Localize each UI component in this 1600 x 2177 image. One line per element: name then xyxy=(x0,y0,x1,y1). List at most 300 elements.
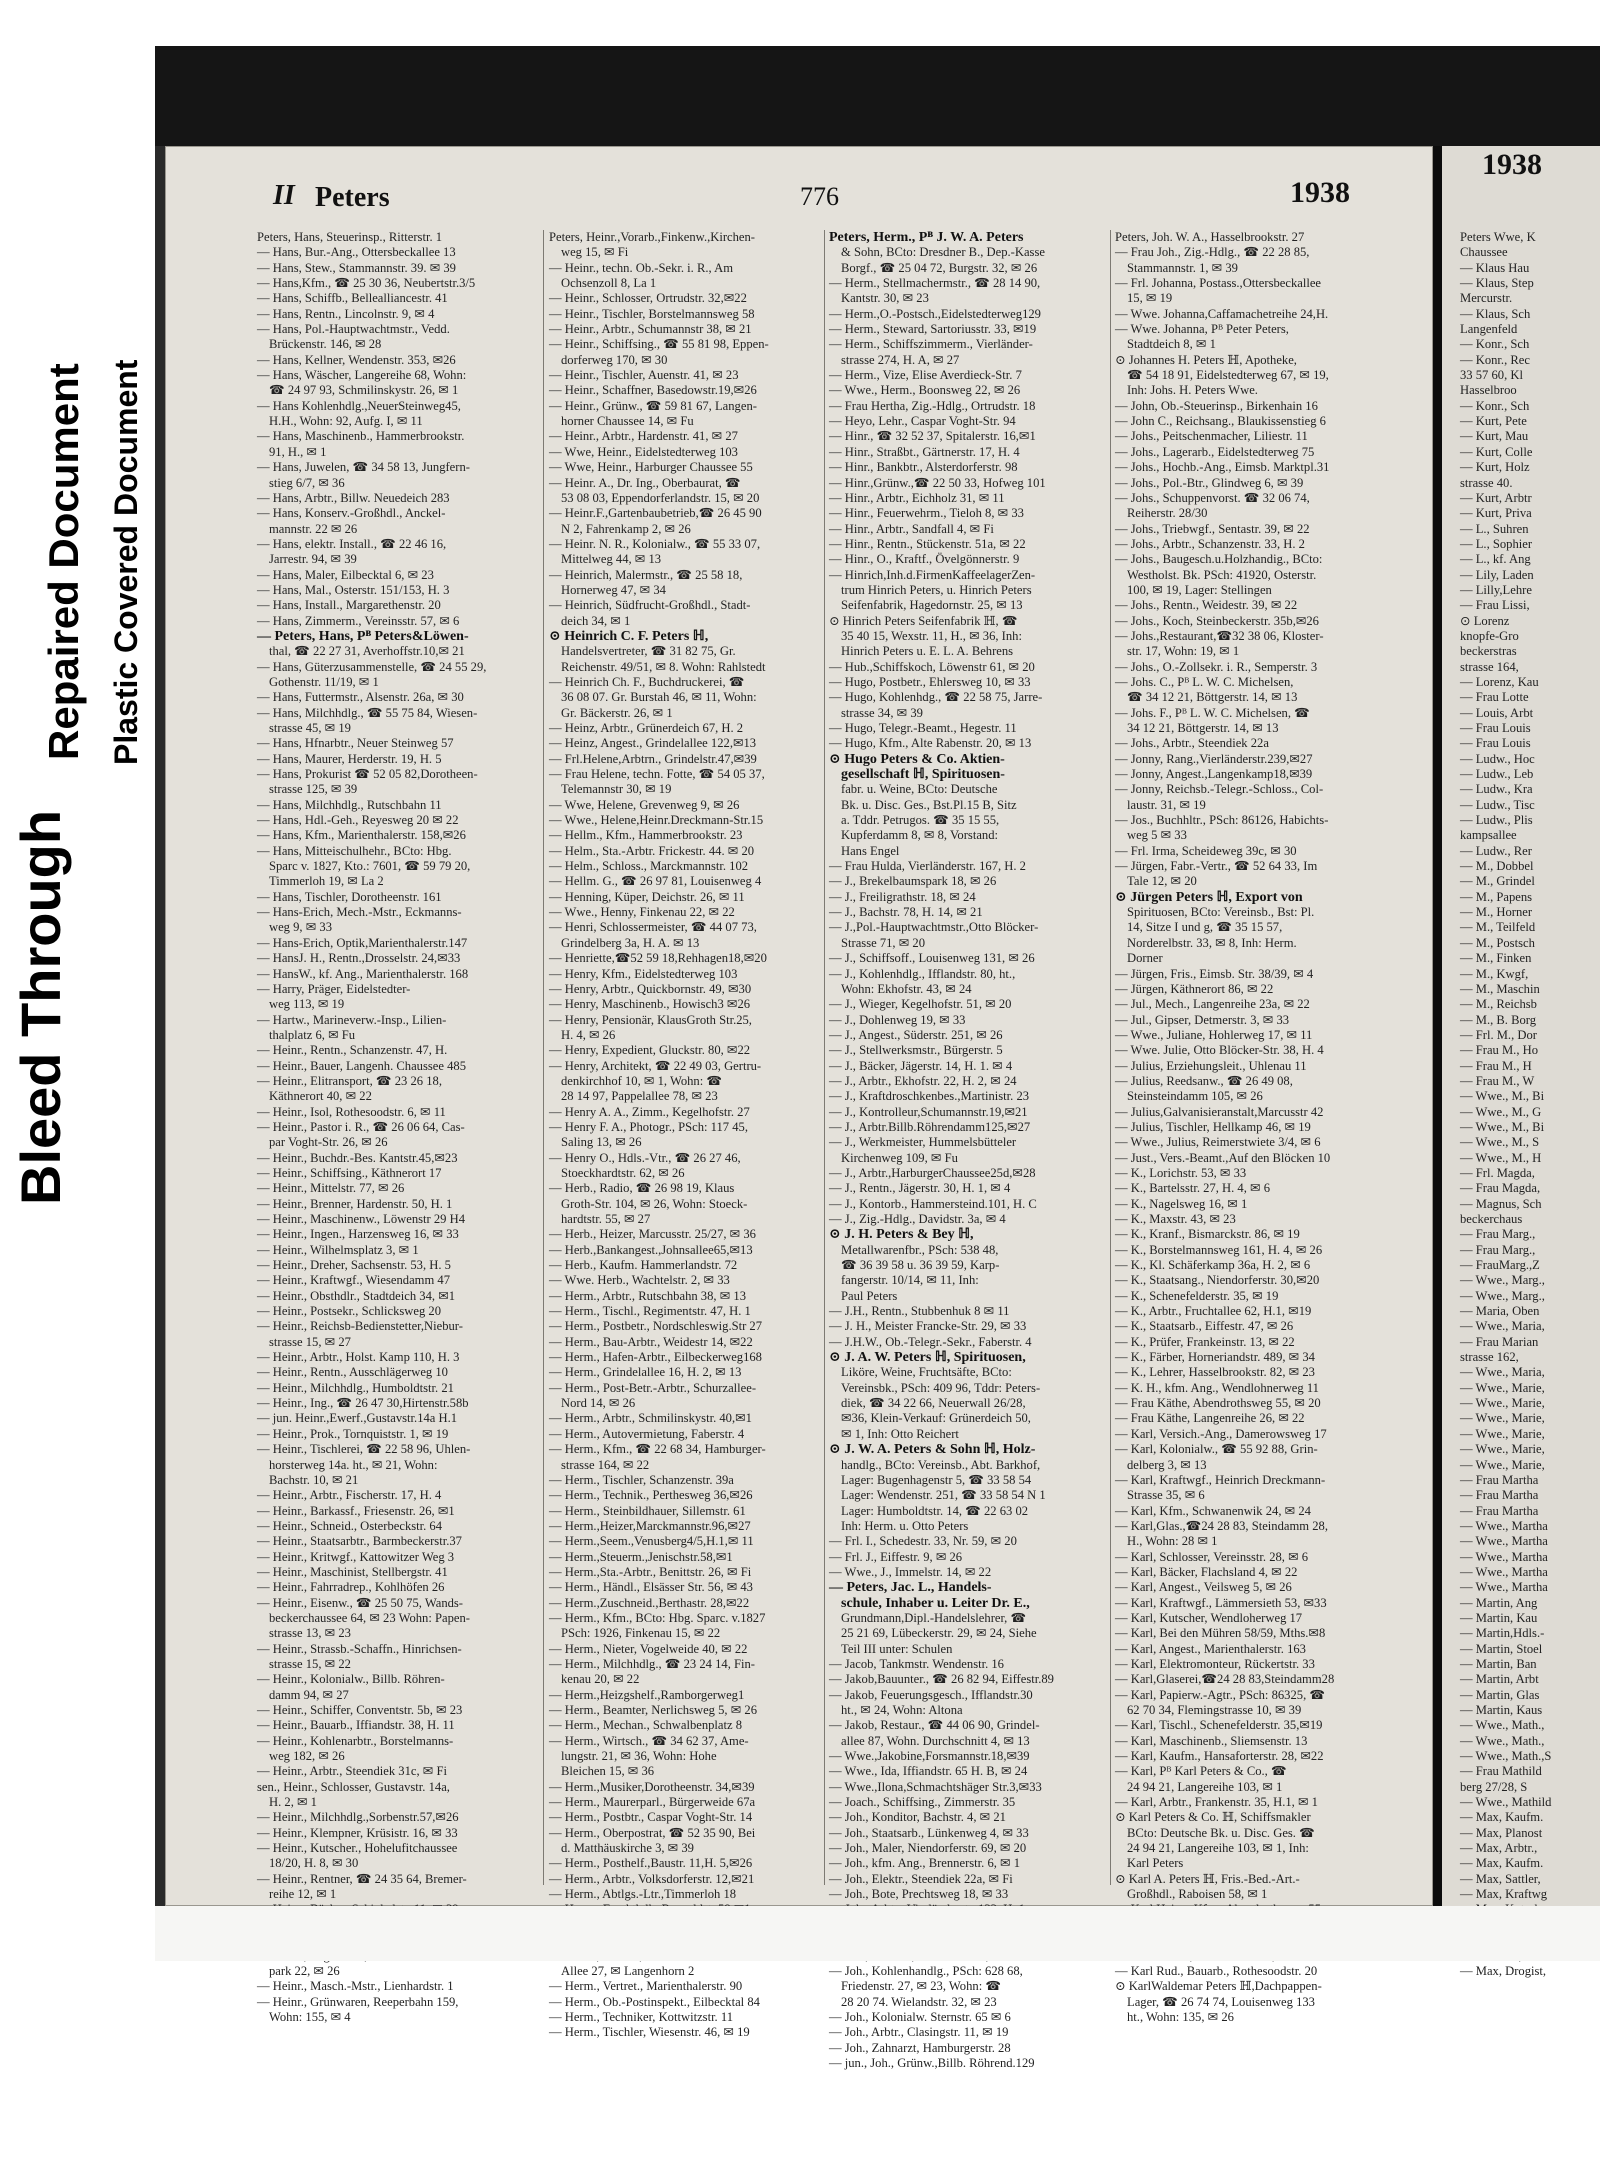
facing-page-line: — L., Sophier xyxy=(1460,536,1533,551)
directory-entry: H.H., Wohn: 92, Aufg. I, ✉ 11 xyxy=(269,414,423,429)
directory-entry: — Hans, Rentn., Lincolnstr. 9, ✉ 4 xyxy=(257,306,435,321)
directory-entry: — K., Arbtr., Fruchtallee 62, H.1, ✉19 xyxy=(1115,1304,1312,1319)
directory-entry: — Heinr., Milchhdlg.,Sorbenstr.57,✉26 xyxy=(257,1810,459,1825)
directory-entry: — Johs., Baugesch.u.Holzhandig., BCto: xyxy=(1115,552,1323,567)
directory-entry: — Herm.,Sta.-Arbtr., Benittstr. 26, ✉ Fi xyxy=(549,1564,752,1579)
directory-entry: — Johs., Peitschenmacher, Liliestr. 11 xyxy=(1115,429,1308,444)
directory-entry: — Heinr. N. R., Kolonialw., ☎ 55 33 07, xyxy=(549,536,761,551)
annotation-labels xyxy=(0,0,160,1250)
directory-entry: Lager: Bugenhagenstr 5, ☎ 33 58 54 xyxy=(841,1472,1032,1487)
directory-entry: — Heinr., Masch.-Mstr., Lienhardstr. 1 xyxy=(257,1979,454,1994)
directory-entry: dorferweg 170, ✉ 30 xyxy=(561,352,668,367)
directory-entry: ⊙ J. W. A. Peters & Sohn ℍ, Holz- xyxy=(829,1442,1036,1458)
facing-page-line: — Wwe., Martha xyxy=(1460,1580,1548,1595)
facing-page-line: — Konr., Rec xyxy=(1460,352,1530,367)
directory-entry: 91, H., ✉ 1 xyxy=(269,444,327,459)
directory-entry: stieg 6/7, ✉ 36 xyxy=(269,475,345,490)
facing-page-line: — Martin, Ang xyxy=(1460,1595,1538,1610)
directory-entry: — Heinr., Arbtr., Schumannstr 38, ✉ 21 xyxy=(549,322,752,337)
facing-page-line: — M., Finken xyxy=(1460,951,1532,966)
directory-entry: Mittelweg 44, ✉ 13 xyxy=(561,552,662,567)
directory-entry: Friedenstr. 27, ✉ 23, Wohn: ☎ xyxy=(841,1979,1002,1994)
directory-entry: strasse 164, ✉ 22 xyxy=(561,1457,650,1472)
directory-entry: — Wwe, Heinr., Harburger Chaussee 55 xyxy=(549,460,753,475)
directory-entry: Paul Peters xyxy=(841,1288,898,1303)
directory-entry: Saling 13, ✉ 26 xyxy=(561,1135,642,1150)
directory-entry: — Karl, Bei den Mühren 58/59, Mths.✉8 xyxy=(1115,1626,1326,1641)
directory-entry: — Karl, Tischl., Schenefelderstr. 35,✉19 xyxy=(1115,1718,1323,1733)
directory-entry: — J.H.W., Ob.-Telegr.-Sekr., Faberstr. 4 xyxy=(829,1334,1032,1349)
directory-entry: — Henry O., Hdls.-Vtr., ☎ 26 27 46, xyxy=(549,1150,741,1165)
directory-entry: 24 94 21, Langereihe 103, ✉ 1 xyxy=(1127,1779,1283,1794)
directory-entry: — Karl, Maschinenb., Sliemsenstr. 13 xyxy=(1115,1733,1308,1748)
directory-entry: — Herm., Postbetr., Nordschleswig.Str 27 xyxy=(549,1319,763,1334)
directory-entry: ☎ 36 39 58 u. 36 39 59, Karp- xyxy=(841,1258,1000,1273)
directory-entry: — Heyo, Lehr., Caspar Voght-Str. 94 xyxy=(829,414,1016,429)
directory-entry: — Frau Hulda, Vierländerstr. 167, H. 2 xyxy=(829,859,1026,874)
directory-entry: Bleichen 15, ✉ 36 xyxy=(561,1764,655,1779)
facing-page-line: — Frau Martha xyxy=(1460,1472,1539,1487)
directory-entry: — K., Kl. Schäferkamp 36a, H. 2, ✉ 6 xyxy=(1115,1258,1311,1273)
directory-entry: — Heinr., Ing., ☎ 26 47 30,Hirtenstr.58b xyxy=(257,1396,469,1411)
directory-entry: — Heinr., Schlosser, Ortrudstr. 32,✉22 xyxy=(549,291,747,306)
directory-entry: — Heinr., Barkassf., Friesenstr. 26, ✉1 xyxy=(257,1503,455,1518)
directory-entry: — Herm., Wirtsch., ☎ 34 62 37, Ame- xyxy=(549,1733,749,1748)
facing-page-line: — Max, Planost xyxy=(1460,1825,1543,1840)
directory-entry: — Herb.,Bankangest.,Johnsallee65,✉13 xyxy=(549,1242,753,1257)
directory-entry: — Hinr., Arbtr., Sandfall 4, ✉ Fi xyxy=(829,521,994,536)
directory-entry: — Herm., Bau-Arbtr., Weidestr 14, ✉22 xyxy=(549,1334,753,1349)
directory-page xyxy=(165,146,1433,2070)
directory-entry: Inh: Johs. H. Peters Wwe. xyxy=(1127,383,1258,398)
directory-entry: — Johs., Schuppenvorst. ☎ 32 06 74, xyxy=(1115,490,1310,505)
directory-entry: — Heinr., Isol, Rothesoodstr. 6, ✉ 11 xyxy=(257,1104,446,1119)
directory-entry: — Johs., Rentn., Weidestr. 39, ✉ 22 xyxy=(1115,598,1298,613)
directory-entry: — Frau Helene, techn. Fotte, ☎ 54 05 37, xyxy=(549,767,765,782)
facing-page-line: — Martin, Arbt xyxy=(1460,1672,1539,1687)
directory-entry: Strasse 35, ✉ 6 xyxy=(1127,1488,1205,1503)
directory-entry: — Wwe., J., Immelstr. 14, ✉ 22 xyxy=(829,1564,992,1579)
directory-entry: — Johs. C., Pᴮ L. W. C. Michelsen, xyxy=(1115,674,1294,689)
directory-entry: — Johs., Arbtr., Steendiek 22a xyxy=(1115,736,1269,751)
directory-entry: — K., Kranf., Bismarckstr. 86, ✉ 19 xyxy=(1115,1227,1300,1242)
directory-entry: diek, ☎ 34 22 66, Neuerwall 26/28, xyxy=(841,1396,1026,1411)
directory-entry: par Voght-Str. 26, ✉ 26 xyxy=(269,1135,388,1150)
directory-entry: — J., Brekelbaumspark 18, ✉ 26 xyxy=(829,874,997,889)
directory-entry: — Henri, Schlossermeister, ☎ 44 07 73, xyxy=(549,920,757,935)
directory-entry: Handelsvertreter, ☎ 31 82 75, Gr. xyxy=(561,644,736,659)
facing-page-line: — Wwe., M., Bi xyxy=(1460,1119,1545,1134)
facing-page-line: beckerchaus xyxy=(1460,1212,1523,1226)
directory-entry: — Hans, Zimmerm., Vereinsstr. 57, ✉ 6 xyxy=(257,613,460,628)
directory-entry: — Heinr., Arbtr., Fischerstr. 17, H. 4 xyxy=(257,1488,442,1503)
directory-entry: — Peters, Jac. L., Handels- xyxy=(829,1580,992,1596)
directory-entry: — Wwe., Ida, Iffiandstr. 65 H. B, ✉ 24 xyxy=(829,1764,1028,1779)
directory-entry: — Joh., Kolonialw. Sternstr. 65 ✉ 6 xyxy=(829,2009,1011,2024)
facing-page-line: — Ludw., Leb xyxy=(1460,767,1534,782)
directory-entry: — Karl, Elektromonteur, Rückertstr. 33 xyxy=(1115,1656,1315,1671)
directory-entry: — Henry A. A., Zimm., Kegelhofstr. 27 xyxy=(549,1104,750,1119)
directory-entry: thalplatz 6, ✉ Fu xyxy=(269,1027,356,1042)
directory-entry: — Wwe., Henny, Finkenau 22, ✉ 22 xyxy=(549,905,735,920)
directory-entry: — Julius,Galvanisieranstalt,Marcusstr 42 xyxy=(1115,1104,1324,1119)
directory-entry: — Herm., Mechan., Schwalbenplatz 8 xyxy=(549,1718,743,1733)
directory-entry: — Johs., Arbtr., Schanzenstr. 33, H. 2 xyxy=(1115,536,1305,551)
directory-entry: — Herm., Kfm., BCto: Hbg. Sparc. v.1827 xyxy=(549,1610,766,1625)
facing-page-line: — Ludw., Tisc xyxy=(1460,797,1535,812)
facing-page-line: — Frau Louis xyxy=(1460,736,1531,751)
directory-entry: — Heinr., Ingen., Harzensweg 16, ✉ 33 xyxy=(257,1227,459,1242)
facing-page-line: — Lily, Laden xyxy=(1460,567,1534,582)
facing-page-line: — Wwe., M., Bi xyxy=(1460,1089,1545,1104)
directory-entry: strasse 15, ✉ 22 xyxy=(269,1656,351,1671)
directory-entry: — Jonny, Rang.,Vierländerstr.239,✉27 xyxy=(1115,751,1313,766)
directory-entry: Borgf., ☎ 25 04 72, Burgstr. 32, ✉ 26 xyxy=(841,260,1038,275)
directory-entry: Lager, ☎ 26 74 74, Louisenweg 133 xyxy=(1127,1994,1315,2009)
directory-entry: 34 12 21, Böttgerstr. 14, ✉ 13 xyxy=(1127,721,1279,735)
facing-page-line: — Wwe., Maria, xyxy=(1460,1365,1545,1380)
facing-page-line: — Martin, Stoel xyxy=(1460,1641,1543,1656)
directory-entry: — Hinr., Feuerwehrm., Tieloh 8, ✉ 33 xyxy=(829,506,1024,521)
directory-entry: — Karl, Versich.-Ang., Damerowsweg 17 xyxy=(1115,1426,1327,1441)
directory-entry: — Heinr., Pastor i. R., ☎ 26 06 64, Cas- xyxy=(257,1119,465,1134)
directory-entry: Brückenstr. 146, ✉ 28 xyxy=(269,337,382,352)
directory-entry: 53 08 03, Eppendorferlandstr. 15, ✉ 20 xyxy=(561,490,760,505)
directory-column-3 xyxy=(829,230,1105,2070)
directory-entry: — K., Färber, Horneriandstr. 489, ✉ 34 xyxy=(1115,1350,1315,1365)
directory-entry: — Hans Kohlenhdlg.,NeuerSteinweg45, xyxy=(257,398,461,413)
directory-entry: — K., Lorichstr. 53, ✉ 33 xyxy=(1115,1165,1247,1180)
facing-page-line: — Kurt, Mau xyxy=(1460,429,1529,444)
directory-entry: 28 14 97, Pappelallee 78, ✉ 23 xyxy=(561,1089,718,1104)
directory-entry: — Wwe., Julius, Reimerstwiete 3/4, ✉ 6 xyxy=(1115,1135,1321,1150)
facing-page-line: — Max, Kaufm. xyxy=(1460,1856,1544,1871)
directory-entry: & Sohn, BCto: Dresdner B., Dep.-Kasse xyxy=(841,245,1045,260)
directory-entry: trum Hinrich Peters, u. Hinrich Peters xyxy=(841,582,1032,597)
directory-entry: — J., Werkmeister, Hummelsbütteler xyxy=(829,1135,1017,1150)
directory-entry: Peters, Joh. W. A., Hasselbrookstr. 27 xyxy=(1115,230,1305,244)
directory-entry: — Heinr., Schiffer, Conventstr. 5b, ✉ 23 xyxy=(257,1703,463,1717)
facing-page-line: strasse 162, xyxy=(1460,1350,1519,1365)
directory-entry: — Frl. Irma, Scheideweg 39c, ✉ 30 xyxy=(1115,843,1297,858)
directory-entry: Karl Peters xyxy=(1127,1856,1184,1871)
facing-page-line: — Wwe., Martha xyxy=(1460,1564,1548,1579)
facing-page-line: — Konr., Sch xyxy=(1460,337,1530,352)
directory-entry: 24 94 21, Langereihe 103, ✉ 1, Inh: xyxy=(1127,1841,1309,1856)
facing-page-line: — M., Grindel xyxy=(1460,874,1535,889)
directory-entry: — K., Maxstr. 43, ✉ 23 xyxy=(1115,1212,1236,1226)
directory-entry: — Herm.,Musiker,Dorotheenstr. 34,✉39 xyxy=(549,1779,755,1794)
directory-entry: — Wwe., Juliane, Hohlerweg 17, ✉ 11 xyxy=(1115,1027,1313,1042)
directory-entry: — Harry, Präger, Eidelstedter- xyxy=(257,981,411,996)
directory-entry: — Karl, Arbtr., Frankenstr. 35, H.1, ✉ 1 xyxy=(1115,1795,1318,1810)
directory-entry: ⊙ Karl Peters & Co. ℍ, Schiffsmakler xyxy=(1115,1810,1311,1825)
column-divider xyxy=(824,230,825,1885)
directory-entry: — Heinr., Schaffner, Basedowstr.19,✉26 xyxy=(549,383,757,398)
facing-page-line: — Wwe., Marg., xyxy=(1460,1273,1545,1288)
directory-entry: — Herm., Tischl., Regimentstr. 47, H. 1 xyxy=(549,1304,751,1319)
directory-entry: reihe 12, ✉ 1 xyxy=(269,1887,337,1902)
directory-entry: — Henry, Arbtr., Quickbornstr. 49, ✉30 xyxy=(549,981,752,996)
directory-entry: strasse 13, ✉ 23 xyxy=(269,1626,351,1641)
facing-page-line: — M., Postsch xyxy=(1460,935,1535,950)
directory-entry: — Frau Joh., Zig.-Hdlg., ☎ 22 28 85, xyxy=(1115,245,1310,260)
directory-entry: — Herm., Tischler, Schanzenstr. 39a xyxy=(549,1472,734,1487)
directory-entry: — J., Schiffsoff., Louisenweg 131, ✉ 26 xyxy=(829,951,1035,966)
facing-page-line: — Frau Marg., xyxy=(1460,1227,1536,1242)
directory-entry: — Jakob,Bauunter., ☎ 26 82 94, Eiffestr.89 xyxy=(829,1672,1054,1687)
facing-page-line: ⊙ Lorenz xyxy=(1460,613,1510,628)
directory-entry: — Karl, Kolonialw., ☎ 55 92 88, Grin- xyxy=(1115,1442,1318,1457)
facing-page-line: — Frau Lissi, xyxy=(1460,598,1530,613)
facing-page-line: berg 27/28, S xyxy=(1460,1779,1528,1794)
facing-page-line: Langenfeld xyxy=(1460,322,1518,337)
facing-page-line: — Frau M., W xyxy=(1460,1073,1535,1088)
facing-page-line: — Wwe., Marg., xyxy=(1460,1288,1545,1303)
directory-entry: Steinsteindamm 105, ✉ 26 xyxy=(1127,1089,1263,1104)
directory-entry: str. 17, Wohn: 19, ✉ 1 xyxy=(1127,644,1240,659)
facing-page-line: Hasselbroo xyxy=(1460,383,1517,398)
directory-entry: — Hinr., Arbtr., Eichholz 31, ✉ 11 xyxy=(829,490,1005,505)
directory-entry: ✉ 1, Inh: Otto Reichert xyxy=(841,1426,959,1441)
directory-entry: — Herm., Techniker, Kottwitzstr. 11 xyxy=(549,2009,733,2024)
facing-page-line: — M., Dobbel xyxy=(1460,859,1534,874)
directory-entry: — Heinr., Rentn., Ausschlägerweg 10 xyxy=(257,1365,448,1380)
directory-entry: — Hans, Milchhdlg., Rutschbahn 11 xyxy=(257,797,442,812)
directory-entry: — Heinr., Grünwaren, Reeperbahn 159, xyxy=(257,1994,459,2009)
directory-entry: — J., Stellwerksmstr., Bürgerstr. 5 xyxy=(829,1043,1003,1058)
directory-entry: — Hans,Kfm., ☎ 25 30 36, Neubertstr.3/5 xyxy=(257,276,476,291)
directory-entry: — K. H., kfm. Ang., Wendlohnerweg 11 xyxy=(1115,1380,1319,1395)
directory-entry: — Herm., Milchhdlg., ☎ 23 24 14, Fin- xyxy=(549,1656,755,1671)
facing-page-line: — Max, Kraftwg xyxy=(1460,1887,1548,1902)
directory-entry: horner Chaussee 14, ✉ Fu xyxy=(561,414,694,429)
directory-entry: — J., Zig.-Hdlg., Davidstr. 3a, ✉ 4 xyxy=(829,1212,1006,1226)
directory-entry: — Karl, Angest., Marienthalerstr. 163 xyxy=(1115,1641,1306,1656)
directory-entry: — Hans, Schiffb., Bellealliancestr. 41 xyxy=(257,291,448,306)
facing-page-line: — Wwe., Marie, xyxy=(1460,1380,1545,1395)
directory-entry: — Wwe, Helene, Grevenweg 9, ✉ 26 xyxy=(549,797,740,812)
directory-entry: — Karl Rud., Bauarb., Rothesoodstr. 20 xyxy=(1115,1963,1318,1978)
directory-entry: denkirchhof 10, ✉ 1, Wohn: ☎ xyxy=(561,1073,723,1088)
directory-entry: — Heinr., Bauarb., Iffiandstr. 38, H. 11 xyxy=(257,1718,455,1733)
facing-page-line: kampsallee xyxy=(1460,828,1517,843)
directory-entry: — Joh., Arbtr., Clasingstr. 11, ✉ 19 xyxy=(829,2025,1009,2040)
directory-entry: — Hans, Kellner, Wendenstr. 353, ✉26 xyxy=(257,352,456,367)
directory-entry: — Hinr., Rentn., Stückenstr. 51a, ✉ 22 xyxy=(829,536,1026,551)
facing-page-line: — M., Horner xyxy=(1460,905,1533,920)
directory-entry: Gothenstr. 11/19, ✉ 1 xyxy=(269,674,379,689)
directory-entry: Telemannstr 30, ✉ 19 xyxy=(561,782,672,797)
directory-entry: — Herm., Steinbildhauer, Sillemstr. 61 xyxy=(549,1503,746,1518)
directory-entry: — Hans, Stew., Stammannstr. 39. ✉ 39 xyxy=(257,260,456,275)
directory-entry: — Heinz, Angest., Grindelallee 122,✉13 xyxy=(549,736,757,751)
facing-page-line: — M., Reichsb xyxy=(1460,997,1537,1012)
label-plastic-covered-document: Plastic Covered Document xyxy=(108,359,144,765)
facing-page-line: — Wwe., Marie, xyxy=(1460,1442,1545,1457)
directory-entry: — Jürgen, Fabr.-Vertr., ☎ 52 64 33, Im xyxy=(1115,859,1318,874)
facing-page-line: — Wwe., Mathild xyxy=(1460,1795,1552,1810)
directory-entry: — K., Schenefelderstr. 35, ✉ 19 xyxy=(1115,1288,1279,1303)
directory-entry: — J.,Pol.-Hauptwachtmstr.,Otto Blöcker- xyxy=(829,920,1039,935)
directory-entry: — Hinrich,Inh.d.FirmenKaffeelagerZen- xyxy=(829,567,1036,582)
directory-entry: Sparc v. 1827, Kto.: 7601, ☎ 59 79 20, xyxy=(269,859,471,874)
directory-entry: — Hans, Futtermstr., Alsenstr. 26a, ✉ 30 xyxy=(257,690,464,705)
directory-entry: — Joh., kfm. Ang., Brennerstr. 6, ✉ 1 xyxy=(829,1856,1021,1871)
directory-entry: ht., ✉ 24, Wohn: Altona xyxy=(841,1703,963,1717)
directory-entry: — Frl. I., Schedestr. 33, Nr. 59, ✉ 20 xyxy=(829,1534,1017,1549)
directory-entry: ⊙ J. H. Peters & Bey ℍ, xyxy=(829,1227,974,1243)
directory-entry: — Hans, Tischler, Dorotheenstr. 161 xyxy=(257,889,442,904)
directory-entry: — Herm.,Seem.,Venusberg4/5,H.1,✉ 11 xyxy=(549,1534,754,1549)
directory-entry: Grundmann,Dipl.-Handelslehrer, ☎ xyxy=(841,1610,1027,1625)
directory-entry: laustr. 31, ✉ 19 xyxy=(1127,797,1206,812)
facing-page-line: — Martin, Kaus xyxy=(1460,1703,1543,1717)
directory-entry: Seifenfabrik, Hagedornstr. 25, ✉ 13 xyxy=(841,598,1023,613)
directory-entry: — Joach., Schiffsing., Zimmerstr. 35 xyxy=(829,1795,1016,1810)
directory-entry: — Hinr., ☎ 32 52 37, Spitalerstr. 16,✉1 xyxy=(829,429,1036,444)
directory-entry: — J.H., Rentn., Stubbenhuk 8 ✉ 11 xyxy=(829,1304,1010,1319)
directory-entry: — Heinr., Milchhdlg., Humboldtstr. 21 xyxy=(257,1380,454,1395)
facing-page-line: 33 57 60, Kl xyxy=(1460,368,1523,383)
directory-entry: — Karl, Pᴮ Karl Peters & Co., ☎ xyxy=(1115,1764,1287,1779)
facing-page-line: knopfe-Gro xyxy=(1460,628,1519,643)
directory-entry: — Hinr.,Grünw.,☎ 22 50 33, Hofweg 101 xyxy=(829,475,1046,490)
directory-entry: ⊙ Johannes H. Peters ℍ, Apotheke, xyxy=(1115,352,1297,367)
directory-entry: — Jürgen, Fris., Eimsb. Str. 38/39, ✉ 4 xyxy=(1115,966,1314,981)
facing-page-line: — Magnus, Sch xyxy=(1460,1196,1542,1211)
directory-entry: — Hans, Maschinenb., Hammerbrookstr. xyxy=(257,429,465,444)
directory-entry: H., Wohn: 28 ✉ 1 xyxy=(1127,1534,1218,1549)
directory-entry: — Karl, Kutscher, Wendloherweg 17 xyxy=(1115,1610,1303,1625)
directory-entry: — Herm., Oberpostrat, ☎ 52 35 90, Bei xyxy=(549,1825,756,1840)
directory-entry: — Hartw., Marineverw.-Insp., Lilien- xyxy=(257,1012,447,1027)
directory-entry: — Herb., Radio, ☎ 26 98 19, Klaus xyxy=(549,1181,735,1196)
directory-entry: Groth-Str. 104, ✉ 26, Wohn: Stoeck- xyxy=(561,1196,748,1211)
directory-entry: 62 70 34, Flemingstrasse 10, ✉ 39 xyxy=(1127,1703,1302,1717)
directory-entry: — Wwe. Johanna,Caffamachetreihe 24,H. xyxy=(1115,306,1329,321)
directory-entry: — Henning, Küper, Deichstr. 26, ✉ 11 xyxy=(549,889,745,904)
facing-page-line: — FrauMarg.,Z xyxy=(1460,1258,1540,1273)
directory-entry: Großhdl., Raboisen 58, ✉ 1 xyxy=(1127,1887,1268,1902)
directory-entry: — Hans, Milchhdlg., ☎ 55 75 84, Wiesen- xyxy=(257,705,478,720)
directory-entry: thal, ☎ 22 27 31, Averhoffstr.10,✉ 21 xyxy=(269,644,465,659)
directory-entry: — Heinr., Kraftwgf., Wiesendamm 47 xyxy=(257,1273,451,1288)
directory-entry: — Hugo, Postbetr., Ehlersweg 10, ✉ 33 xyxy=(829,674,1031,689)
directory-entry: — Herm., Kfm., ☎ 22 68 34, Hamburger- xyxy=(549,1442,766,1457)
directory-entry: — Heinr., Brenner, Hardenstr. 50, H. 1 xyxy=(257,1196,453,1211)
directory-entry: — Henry, Maschinenb., Howisch3 ✉26 xyxy=(549,997,751,1012)
directory-entry: — K., Nagelsweg 16, ✉ 1 xyxy=(1115,1196,1248,1211)
directory-entry: — J., Rentn., Jägerstr. 30, H. 1, ✉ 4 xyxy=(829,1181,1011,1196)
directory-entry: — Herm.,Heizer,Marckmannstr.96,✉27 xyxy=(549,1518,751,1533)
facing-page-line: — Wwe., Marie, xyxy=(1460,1396,1545,1411)
directory-entry: — Heinr., Dreher, Sachsenstr. 53, H. 5 xyxy=(257,1258,451,1273)
directory-entry: — Frau Käthe, Abendrothsweg 55, ✉ 20 xyxy=(1115,1396,1321,1411)
directory-entry: — Heinr.F.,Gartenbaubetrieb,☎ 26 45 90 xyxy=(549,506,762,521)
directory-entry: — K., Staatsarb., Eiffestr. 47, ✉ 26 xyxy=(1115,1319,1294,1334)
directory-entry: — Heinr., Bauer, Langenh. Chaussee 485 xyxy=(257,1058,466,1073)
directory-entry: — J., Arbtr.,HarburgerChaussee25d,✉28 xyxy=(829,1165,1036,1180)
directory-entry: — Heinr., Tischlerei, ☎ 22 58 96, Uhlen- xyxy=(257,1442,471,1457)
directory-entry: — Hans, Arbtr., Billw. Neuedeich 283 xyxy=(257,490,450,505)
directory-entry: — Heinr., Maschinist, Stellbergstr. 41 xyxy=(257,1564,448,1579)
facing-page-line: — Frau Marg., xyxy=(1460,1242,1536,1257)
directory-entry: — Jul., Gipser, Detmerstr. 3, ✉ 33 xyxy=(1115,1012,1290,1027)
facing-page-line: — Konr., Sch xyxy=(1460,398,1530,413)
directory-entry: — Hugo, Kohlenhdg., ☎ 22 58 75, Jarre- xyxy=(829,690,1043,705)
directory-entry: — J., Wieger, Kegelhofstr. 51, ✉ 20 xyxy=(829,997,1012,1012)
directory-entry: — Heinr., Postsekr., Schlicksweg 20 xyxy=(257,1304,441,1319)
directory-entry: sen., Heinr., Schlosser, Gustavstr. 14a, xyxy=(257,1779,450,1794)
directory-entry: — Heinr., Kritwgf., Kattowitzer Weg 3 xyxy=(257,1549,455,1564)
directory-entry: — Frau Käthe, Langenreihe 26, ✉ 22 xyxy=(1115,1411,1305,1426)
facing-page-line: — Frl. M., Dor xyxy=(1460,1027,1537,1042)
directory-entry: — K., Borstelmannsweg 161, H. 4, ✉ 26 xyxy=(1115,1242,1323,1257)
directory-entry: — Heinr., Arbtr., Steendiek 31c, ✉ Fi xyxy=(257,1764,447,1779)
directory-entry: — Heinr., Mittelstr. 77, ✉ 26 xyxy=(257,1181,405,1196)
directory-entry: — Hans, Konserv.-Großhdl., Anckel- xyxy=(257,506,446,521)
directory-entry: — Karl, Schlosser, Vereinsstr. 28, ✉ 6 xyxy=(1115,1549,1309,1564)
facing-page-line: — Klaus, Step xyxy=(1460,276,1534,291)
directory-entry: strasse 15, ✉ 27 xyxy=(269,1334,351,1349)
facing-page-line: — Frau M., Ho xyxy=(1460,1043,1539,1058)
facing-page-line: — Frau Marian xyxy=(1460,1334,1539,1349)
directory-entry: — Just., Vers.-Beamt.,Auf den Blöcken 10 xyxy=(1115,1150,1331,1165)
directory-entry: gesellschaft ℍ, Spirituosen- xyxy=(841,767,1005,783)
directory-entry: Peters, Hans, Steuerinsp., Ritterstr. 1 xyxy=(257,230,443,244)
directory-entry: Kantstr. 30, ✉ 23 xyxy=(841,291,929,306)
directory-entry: — J., Bäcker, Jägerstr. 14, H. 1. ✉ 4 xyxy=(829,1058,1013,1073)
directory-entry: — Herm., Tischler, Wiesenstr. 46, ✉ 19 xyxy=(549,2025,750,2040)
directory-entry: — Karl, Kraftwgf., Heinrich Dreckmann- xyxy=(1115,1472,1326,1487)
scan-bottom-strip xyxy=(155,1906,1600,1961)
directory-entry: Hans Engel xyxy=(841,843,900,858)
directory-entry: 25 21 69, Lübeckerstr. 29, ✉ 24, Siehe xyxy=(841,1626,1037,1641)
facing-page-line: — M., Kwgf, xyxy=(1460,966,1529,981)
directory-entry: — Heinr., Reichsb-Bedienstetter,Niebur- xyxy=(257,1319,463,1334)
directory-entry: — Hub.,Schiffskoch, Löwenstr 61, ✉ 20 xyxy=(829,659,1035,674)
directory-entry: — J., Kontrolleur,Schumannstr.19,✉21 xyxy=(829,1104,1028,1119)
directory-entry: — Wwe., Herm., Boonsweg 22, ✉ 26 xyxy=(829,383,1021,398)
directory-entry: — Johs., Pol.-Btr., Glindweg 6, ✉ 39 xyxy=(1115,475,1304,490)
directory-entry: ☎ 24 97 93, Schmilinskystr. 26, ✉ 1 xyxy=(269,383,459,398)
facing-page-line: — M., Teilfeld xyxy=(1460,920,1536,935)
directory-entry: 28 20 74. Wielandstr. 32, ✉ 23 xyxy=(841,1994,997,2009)
directory-entry: — Hellm., Kfm., Hammerbrookstr. 23 xyxy=(549,828,743,843)
directory-entry: beckerchaussee 64, ✉ 23 Wohn: Papen- xyxy=(269,1610,470,1625)
directory-entry: lungstr. 21, ✉ 36, Wohn: Hohe xyxy=(561,1749,717,1764)
directory-entry: — J., Arbtr., Ekhofstr. 22, H. 2, ✉ 24 xyxy=(829,1073,1017,1088)
facing-page-line: — Frau Lotte xyxy=(1460,690,1529,705)
facing-page-line: — Wwe., Math., xyxy=(1460,1718,1545,1733)
directory-entry: — Hans, Hdl.-Geh., Reyesweg 20 ✉ 22 xyxy=(257,813,459,828)
directory-entry: weg 9, ✉ 33 xyxy=(269,920,333,935)
directory-entry: — Herm., Schiffszimmerm., Vierländer- xyxy=(829,337,1033,352)
directory-entry: Inh: Herm. u. Otto Peters xyxy=(841,1518,969,1533)
directory-entry: — Heinr., Grünw., ☎ 59 81 67, Langen- xyxy=(549,398,757,413)
facing-page-line: — Kurt, Colle xyxy=(1460,444,1533,459)
directory-entry: Strasse 71, ✉ 20 xyxy=(841,935,926,950)
facing-page-line: — Wwe., Martha xyxy=(1460,1549,1548,1564)
directory-entry: — Henry F. A., Photogr., PSch: 117 45, xyxy=(549,1119,748,1134)
directory-entry: — J., Dohlenweg 19, ✉ 33 xyxy=(829,1012,966,1027)
directory-entry: — Herb., Heizer, Marcusstr. 25/27, ✉ 36 xyxy=(549,1227,756,1242)
page-header xyxy=(165,174,1433,214)
directory-entry: Norderelbstr. 33, ✉ 8, Inh: Herm. xyxy=(1127,935,1297,950)
facing-page-line: — Wwe., Martha xyxy=(1460,1518,1548,1533)
directory-entry: — Frl. Johanna, Postass.,Ottersbeckallee xyxy=(1115,276,1322,291)
